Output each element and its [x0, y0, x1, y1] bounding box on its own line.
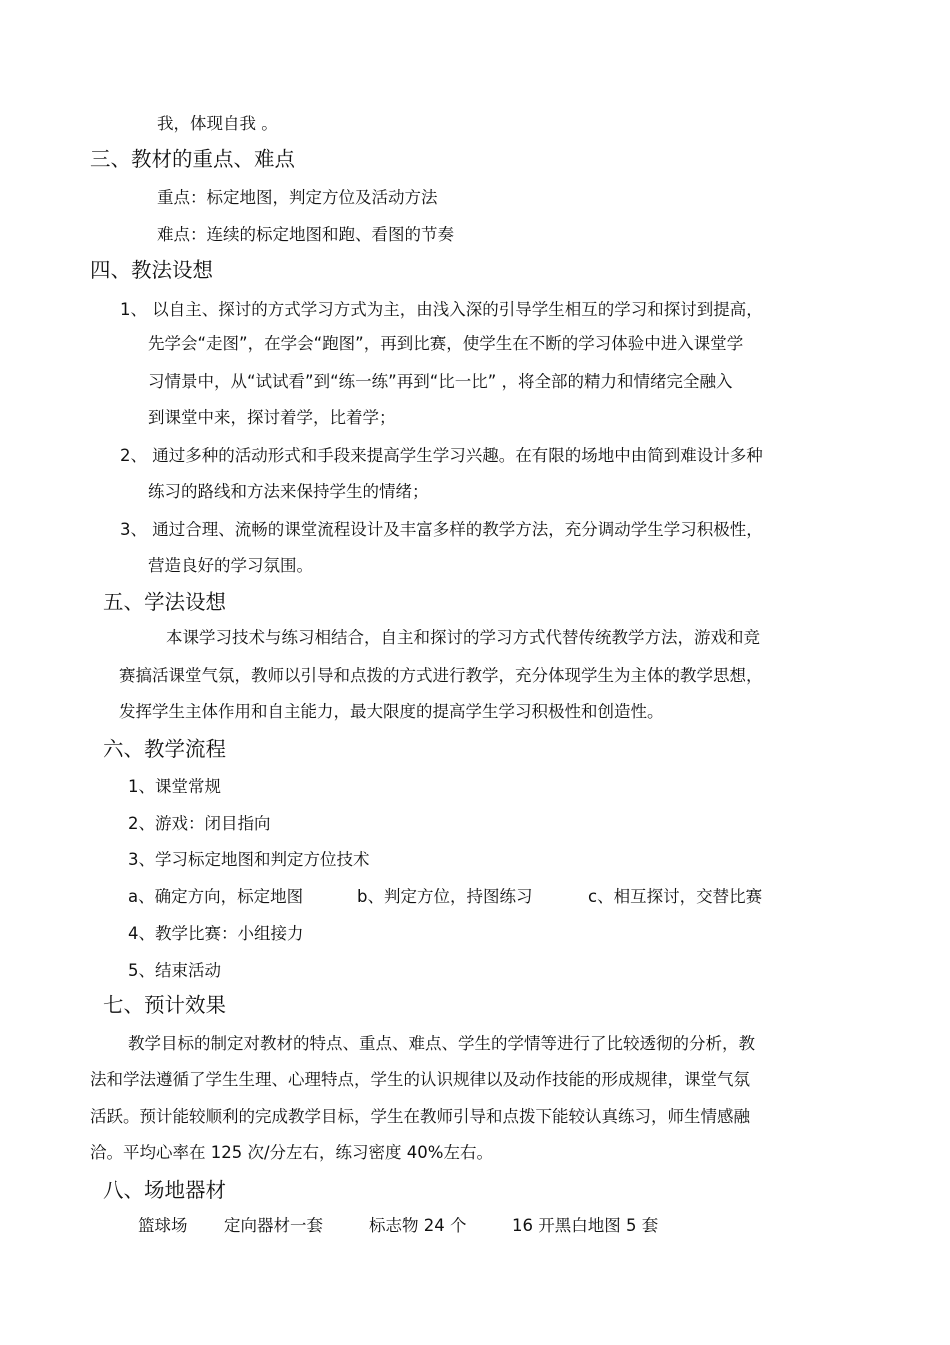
text-line: 活跃。预计能较顺利的完成教学目标，学生在教师引导和点拨下能较认真练习，师生情感融 [90, 1107, 750, 1126]
list-item: 5、结束活动 [128, 961, 221, 980]
equipment-item: 篮球场 [138, 1216, 188, 1235]
section-heading-3: 三、教材的重点、难点 [90, 147, 295, 171]
sub-item: b、判定方位，持图练习 [357, 887, 533, 906]
text-line: 法和学法遵循了学生生理、心理特点，学生的认识规律以及动作技能的形成规律，课堂气氛 [90, 1070, 750, 1089]
section-heading-5: 五、学法设想 [103, 590, 226, 614]
equipment-item: 定向器材一套 [224, 1216, 323, 1235]
section-heading-6: 六、教学流程 [103, 737, 226, 761]
text-line: 先学会“走图”，在学会“跑图”，再到比赛，使学生在不断的学习体验中进入课堂学 [148, 334, 744, 353]
sub-item: a、确定方向，标定地图 [128, 887, 304, 906]
list-item: 2、 通过多种的活动形式和手段来提高学生学习兴趣。在有限的场地中由简到难设计多种 [120, 446, 763, 465]
text-line: 难点：连续的标定地图和跑、看图的节奏 [157, 225, 454, 244]
list-item: 4、教学比赛：小组接力 [128, 924, 304, 943]
equipment-item: 16 开黑白地图 5 套 [512, 1216, 659, 1235]
list-item: 1、课堂常规 [128, 777, 221, 796]
list-item: 2、游戏：闭目指向 [128, 814, 271, 833]
text-line: 营造良好的学习氛围。 [148, 556, 313, 575]
section-heading-4: 四、教法设想 [90, 258, 213, 282]
text-line: 练习的路线和方法来保持学生的情绪； [148, 482, 429, 501]
text-line: 重点：标定地图，判定方位及活动方法 [157, 188, 438, 207]
text-line: 教学目标的制定对教材的特点、重点、难点、学生的学情等进行了比较透彻的分析，教 [128, 1034, 755, 1053]
sub-item: c、相互探讨，交替比赛 [588, 887, 763, 906]
section-heading-7: 七、预计效果 [103, 993, 226, 1017]
list-item: 3、 通过合理、流畅的课堂流程设计及丰富多样的教学方法，充分调动学生学习积极性， [120, 520, 763, 539]
text-line: 本课学习技术与练习相结合，自主和探讨的学习方式代替传统教学方法，游戏和竞 [166, 628, 760, 647]
text-line: 发挥学生主体作用和自主能力，最大限度的提高学生学习积极性和创造性。 [119, 702, 664, 721]
section-heading-8: 八、场地器材 [103, 1178, 226, 1202]
list-item: 3、学习标定地图和判定方位技术 [128, 850, 370, 869]
text-line: 我，体现自我 。 [157, 114, 278, 133]
list-item: 1、 以自主、探讨的方式学习方式为主，由浅入深的引导学生相互的学习和探讨到提高， [120, 300, 763, 319]
text-line: 习情景中，从“试试看”到“练一练”再到“比一比” ，将全部的精力和情绪完全融入 [148, 372, 733, 391]
text-line: 洽。平均心率在 125 次/分左右，练习密度 40%左右。 [90, 1143, 493, 1162]
text-line: 到课堂中来，探讨着学，比着学； [148, 408, 396, 427]
equipment-item: 标志物 24 个 [369, 1216, 467, 1235]
text-line: 赛搞活课堂气氛，教师以引导和点拨的方式进行教学，充分体现学生为主体的教学思想， [119, 666, 763, 685]
